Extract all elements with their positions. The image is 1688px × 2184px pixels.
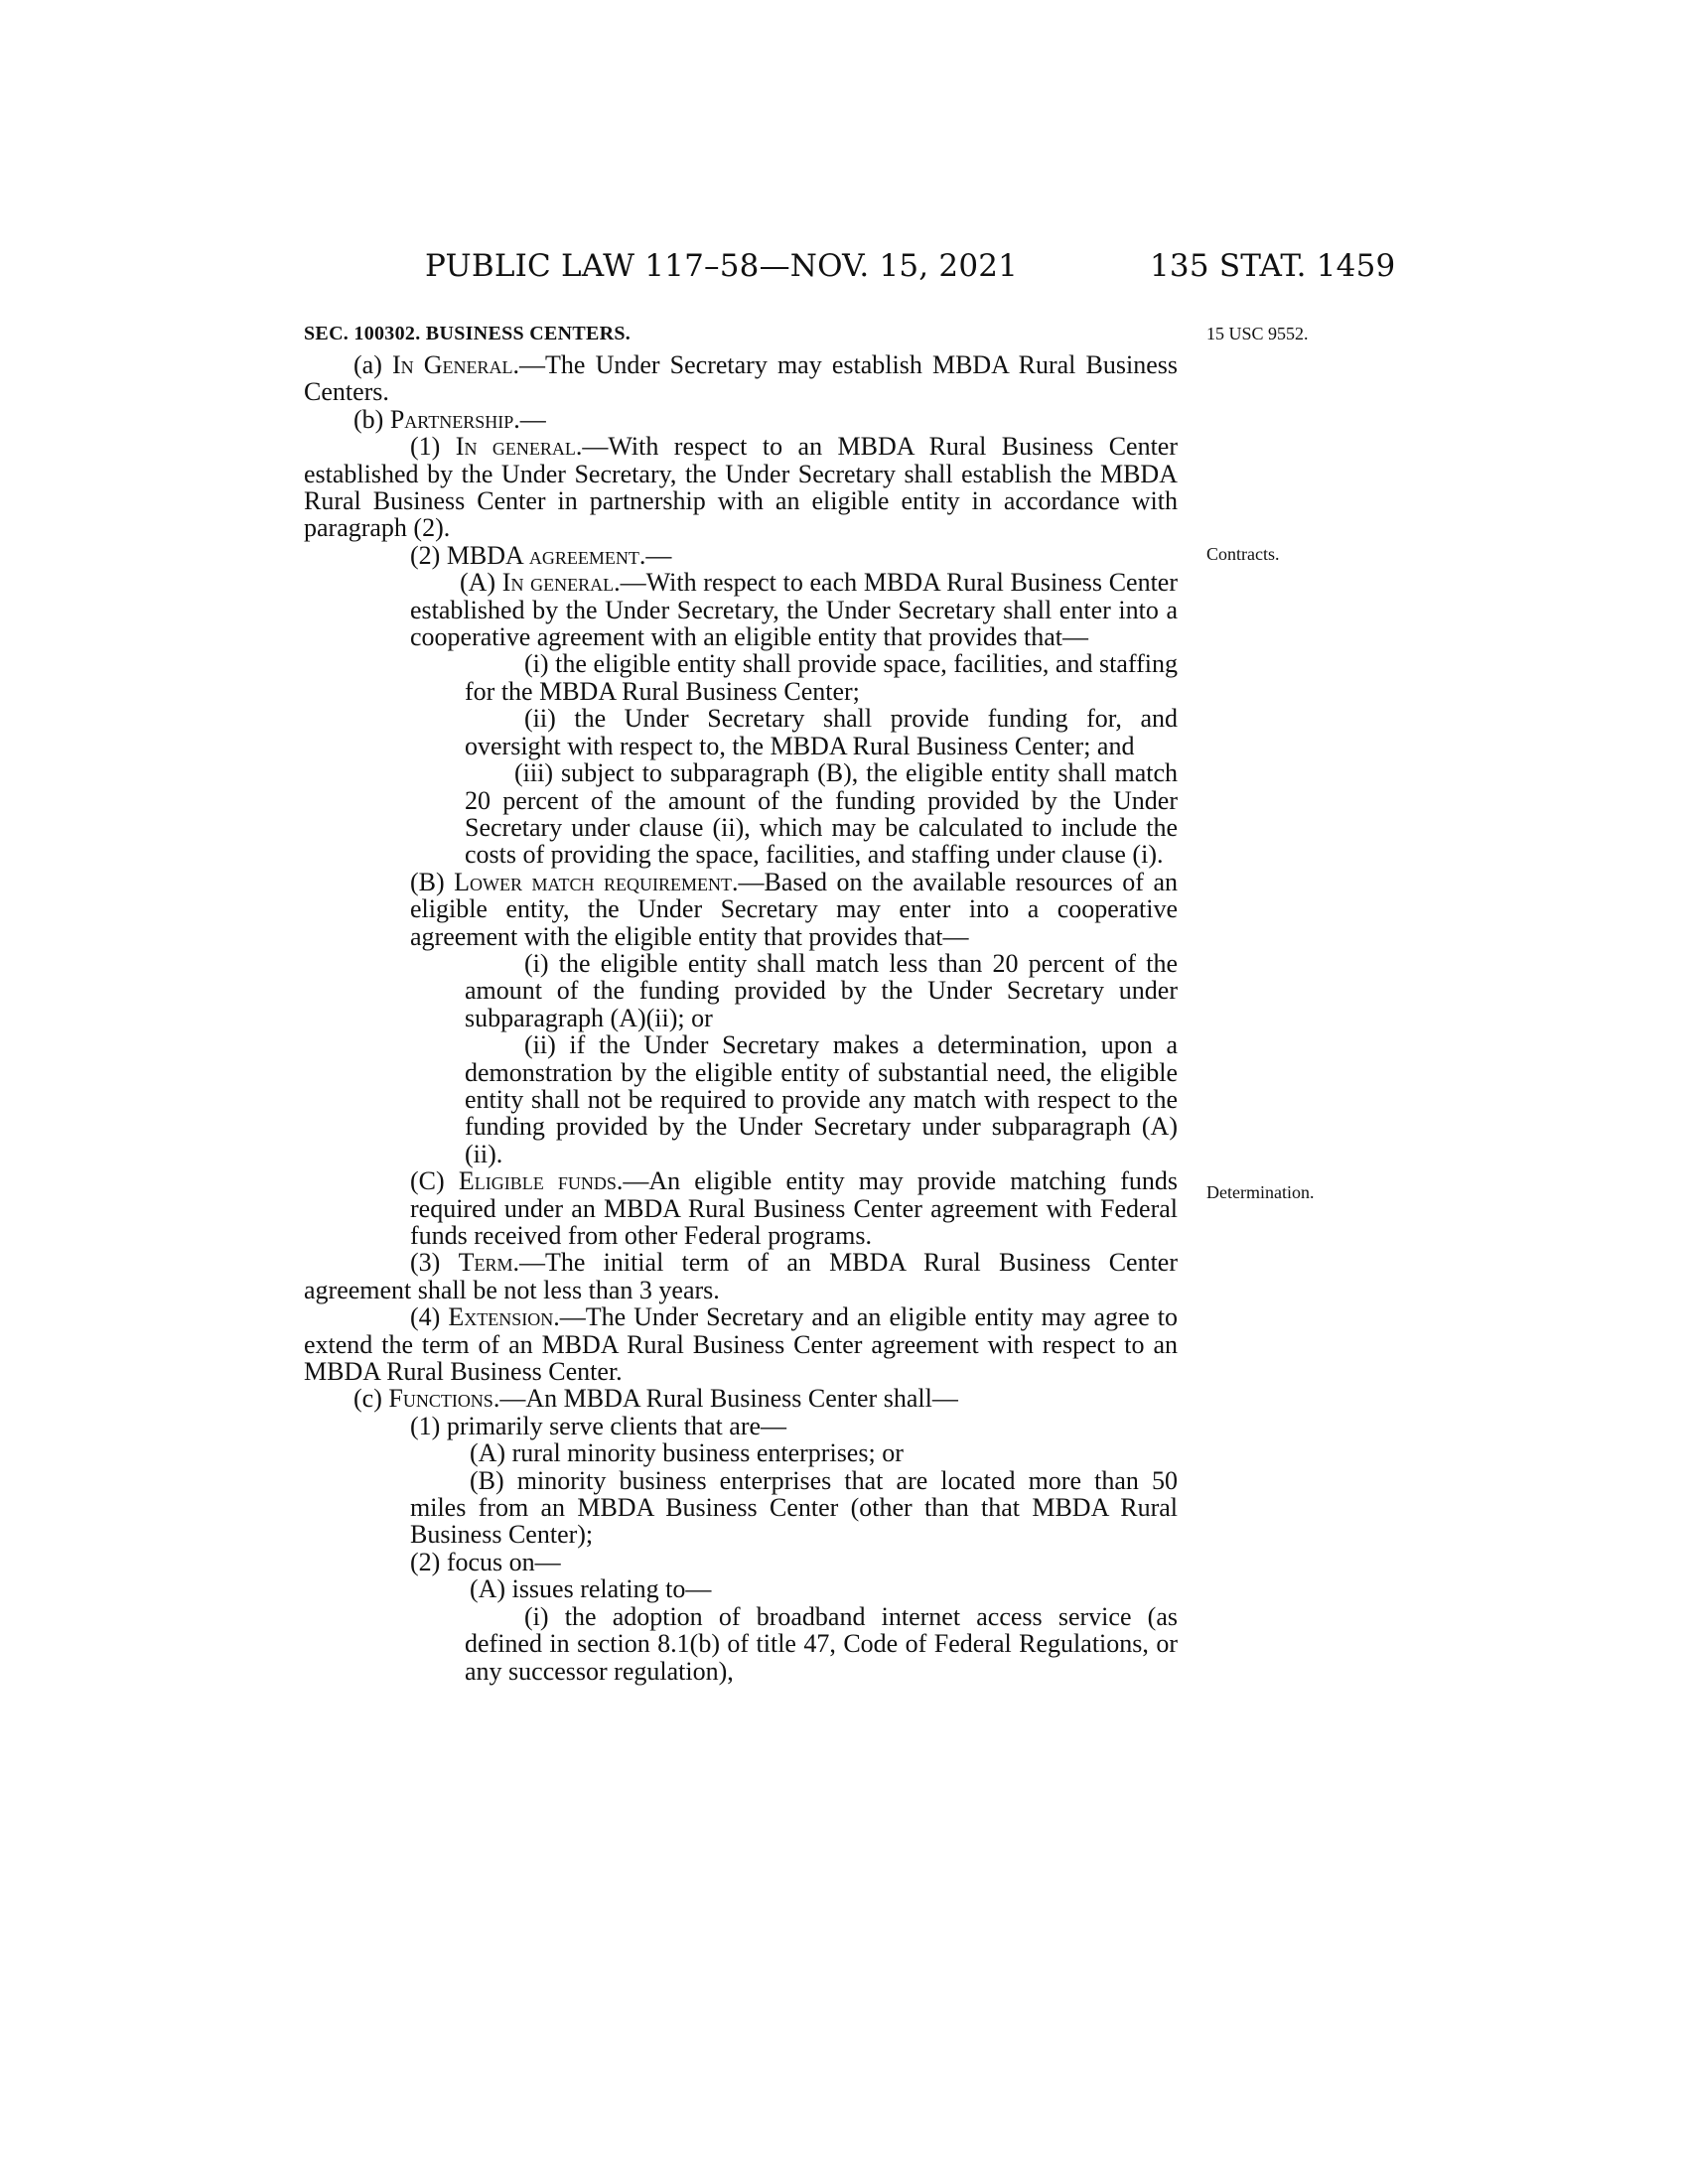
clause-b2A-i: (i) the eligible entity shall provide space, facilities, and staffing for the MBDA Rural Business Center; [465,649,1178,706]
subparagraph-b2B: (B) Lower match requirement.—Based on the available resources of an eligible entity, the Under Secretary may enter into a cooperative agreement with the eligible entity that provides that— [410,867,1178,951]
subparagraph-c1B: (B) minority business enterprises that are located more than 50 miles from an MBDA Business Center (other than that MBDA Rural Business Center); [410,1465,1178,1550]
clause-b2A-ii: (ii) the Under Secretary shall provide funding for, and oversight with respect to, the MBDA Rural Business Center; and [465,704,1178,760]
subparagraph-c2A: (A) issues relating to— [470,1574,712,1604]
subsection-b: (b) Partnership.— [353,404,546,434]
clause-b2B-ii: (ii) if the Under Secretary makes a determination, upon a demonstration by the eligible entity of substantial need, the eligible entity shall not be required to provide any match with respect to the funding provided by the Under Secretary under subparagraph (A)(ii). [465,1030,1178,1168]
paragraph-c1: (1) primarily serve clients that are— [410,1411,787,1440]
subsection-c: (c) Functions.—An MBDA Rural Business Center shall— [353,1384,958,1414]
subparagraph-c1A: (A) rural minority business enterprises; or [470,1438,904,1468]
section-title: SEC. 100302. BUSINESS CENTERS. [304,323,632,344]
subparagraph-b2C: (C) Eligible funds.—An eligible entity may provide matching funds required under an MBDA Rural Business Center agreement with Federal funds received from other Federal programs. [410,1166,1178,1250]
subsection-a: (a) In General.—The Under Secretary may establish MBDA Rural Business Centers. [304,350,1178,407]
paragraph-b3: (3) Term.—The initial term of an MBDA Rural Business Center agreement shall be not less than 3 years. [304,1248,1178,1304]
paragraph-c2: (2) focus on— [410,1547,561,1576]
paragraph-b2: (2) MBDA agreement.— [410,540,672,570]
running-header-title: PUBLIC LAW 117–58—NOV. 15, 2021 [425,248,1019,284]
clause-b2A-iii: (iii) subject to subparagraph (B), the eligible entity shall match 20 percent of the amount of the funding provided by the Under Secretary under clause (ii), which may be calculated to include the costs of providing the space, facilities, and staffing under clause (i). [465,758,1178,870]
margin-note-contracts: Contracts. [1206,544,1280,564]
section-body [304,351,1178,1685]
page-stat-number: 135 STAT. 1459 [1150,248,1396,284]
paragraph-b4: (4) Extension.—The Under Secretary and an eligible entity may agree to extend the term of an MBDA Rural Business Center agreement with respect to an MBDA Rural Business Center. [304,1302,1178,1387]
clause-c2A-i: (i) the adoption of broadband internet access service (as defined in section 8.1(b) of title 47, Code of Federal Regulations, or any successor regulation), [465,1601,1178,1686]
margin-note-usc: 15 USC 9552. [1206,324,1309,343]
paragraph-b1: (1) In general.—With respect to an MBDA Rural Business Center established by the Under Secretary, the Under Secretary shall establish the MBDA Rural Business Center in partnership with an eligible entity in accordance with paragraph (2). [304,432,1178,543]
subparagraph-b2A: (A) In general.—With respect to each MBDA Rural Business Center established by the Under Secretary, the Under Secretary shall enter into a cooperative agreement with an eligible entity that provides that— [410,568,1179,652]
clause-b2B-i: (i) the eligible entity shall match less than 20 percent of the amount of the funding provided by the Under Secretary under subparagraph (A)(ii); or [465,948,1178,1032]
margin-note-determination: Determination. [1206,1182,1315,1202]
